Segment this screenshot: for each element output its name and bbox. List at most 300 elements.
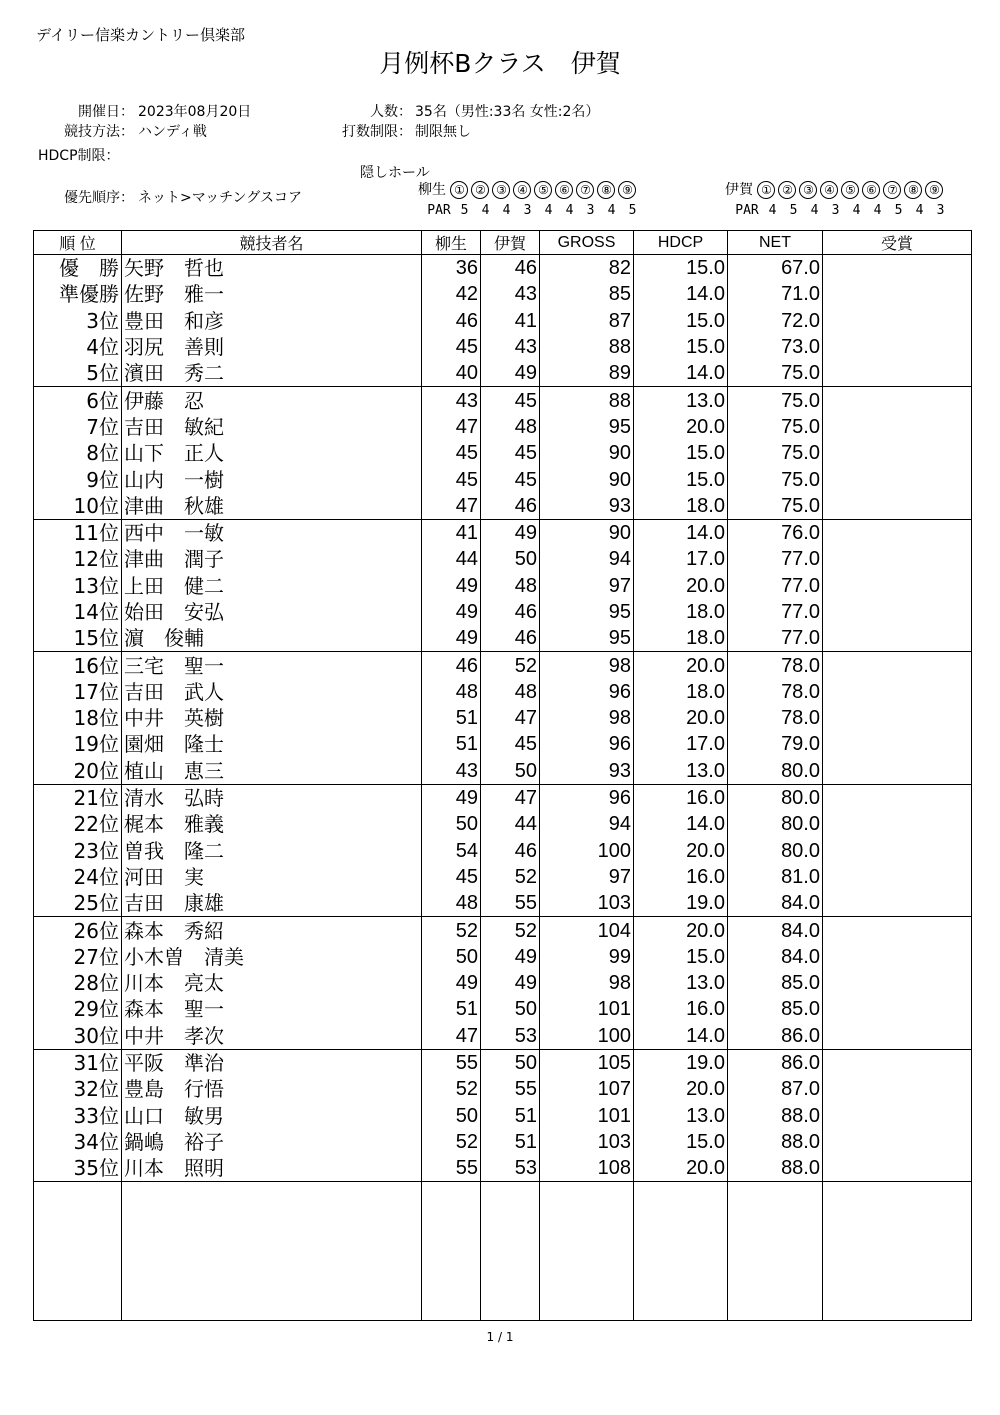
priority-label: 優先順序：: [64, 190, 134, 206]
course-yagyu-holes: [418, 179, 639, 199]
net-cell: 87.0: [728, 1076, 823, 1102]
hdcp-cell: 14.0: [634, 281, 728, 307]
net-cell: 67.0: [728, 255, 823, 282]
hdcp-cell: 20.0: [634, 414, 728, 440]
table-row: [34, 1049, 972, 1076]
count-label: 人数：: [370, 104, 412, 120]
hdcp-cell: 15.0: [634, 334, 728, 360]
rank-cell: 19位: [34, 731, 122, 757]
award-cell: [823, 466, 972, 492]
yagyu-score-cell: 47: [422, 1023, 481, 1050]
gross-cell: 97: [540, 573, 634, 599]
hdcp-cell: 15.0: [634, 1129, 728, 1155]
hidden-hole-label: 隠しホール: [360, 165, 430, 181]
table-row: [34, 281, 972, 307]
hole-badge: ⑥: [862, 181, 880, 199]
hdcp-cell: 15.0: [634, 466, 728, 492]
hole-badge: ④: [513, 181, 531, 199]
yagyu-score-cell: 46: [422, 652, 481, 679]
iga-score-cell: 55: [481, 890, 540, 917]
net-cell: 84.0: [728, 917, 823, 944]
rank-cell: 13位: [34, 573, 122, 599]
award-cell: [823, 811, 972, 837]
rank-cell: 24位: [34, 864, 122, 890]
hdcp-cell: 13.0: [634, 758, 728, 785]
rank-cell: 25位: [34, 890, 122, 917]
yagyu-score-cell: 49: [422, 599, 481, 625]
net-cell: 75.0: [728, 360, 823, 387]
hdcp-cell: 15.0: [634, 308, 728, 334]
yagyu-score-cell: 48: [422, 679, 481, 705]
table-row: [34, 308, 972, 334]
empty-cell: [634, 1182, 728, 1321]
yagyu-score-cell: 47: [422, 414, 481, 440]
net-cell: 75.0: [728, 387, 823, 414]
yagyu-score-cell: 44: [422, 546, 481, 572]
player-name-cell: 川本 亮太: [122, 970, 422, 996]
iga-score-cell: 45: [481, 466, 540, 492]
rank-cell: 17位: [34, 679, 122, 705]
gross-cell: 98: [540, 705, 634, 731]
hdcp-cell: 18.0: [634, 599, 728, 625]
hdcp-cell: 14.0: [634, 360, 728, 387]
net-cell: 84.0: [728, 890, 823, 917]
award-cell: [823, 308, 972, 334]
net-cell: 78.0: [728, 679, 823, 705]
hdcp-cell: 20.0: [634, 1155, 728, 1182]
award-cell: [823, 864, 972, 890]
hole-badge: ④: [820, 181, 838, 199]
player-name-cell: 西中 一敏: [122, 519, 422, 546]
gross-cell: 103: [540, 890, 634, 917]
table-row: [34, 255, 972, 282]
yagyu-score-cell: 52: [422, 917, 481, 944]
table-row: [34, 1129, 972, 1155]
yagyu-score-cell: 52: [422, 1076, 481, 1102]
gross-cell: 96: [540, 731, 634, 757]
stroke-limit-label: 打数制限：: [342, 124, 412, 140]
hole-badge: ①: [757, 181, 775, 199]
iga-score-cell: 49: [481, 519, 540, 546]
rank-cell: 33位: [34, 1103, 122, 1129]
yagyu-score-cell: 52: [422, 1129, 481, 1155]
col-iga-header: 伊賀: [481, 231, 540, 255]
hole-badge: ③: [492, 181, 510, 199]
net-cell: 73.0: [728, 334, 823, 360]
yagyu-score-cell: 45: [422, 864, 481, 890]
hole-badge: ⑨: [925, 181, 943, 199]
iga-score-cell: 46: [481, 493, 540, 520]
net-cell: 77.0: [728, 599, 823, 625]
net-cell: 85.0: [728, 996, 823, 1022]
gross-cell: 98: [540, 652, 634, 679]
gross-cell: 101: [540, 1103, 634, 1129]
yagyu-score-cell: 51: [422, 731, 481, 757]
table-row: [34, 1076, 972, 1102]
rank-cell: 15位: [34, 625, 122, 652]
gross-cell: 98: [540, 970, 634, 996]
player-name-cell: 曽我 隆二: [122, 838, 422, 864]
par-value: 4: [915, 203, 924, 218]
yagyu-score-cell: 55: [422, 1049, 481, 1076]
yagyu-score-cell: 55: [422, 1155, 481, 1182]
player-name-cell: 吉田 武人: [122, 679, 422, 705]
award-cell: [823, 1103, 972, 1129]
iga-score-cell: 52: [481, 652, 540, 679]
player-name-cell: 鍋嶋 裕子: [122, 1129, 422, 1155]
award-cell: [823, 705, 972, 731]
player-name-cell: 河田 実: [122, 864, 422, 890]
iga-score-cell: 50: [481, 758, 540, 785]
col-award-header: 受賞: [823, 231, 972, 255]
yagyu-score-cell: 49: [422, 784, 481, 811]
table-row: [34, 970, 972, 996]
rank-cell: 準優勝: [34, 281, 122, 307]
hdcp-cell: 18.0: [634, 625, 728, 652]
page-title: 月例杯Bクラス 伊賀: [379, 49, 621, 78]
gross-cell: 104: [540, 917, 634, 944]
net-cell: 80.0: [728, 784, 823, 811]
gross-cell: 85: [540, 281, 634, 307]
net-cell: 88.0: [728, 1103, 823, 1129]
net-cell: 75.0: [728, 440, 823, 466]
par-value: 4: [852, 203, 861, 218]
table-row: [34, 811, 972, 837]
player-name-cell: 園畑 隆士: [122, 731, 422, 757]
empty-cell: [422, 1182, 481, 1321]
par-value: 4: [481, 203, 490, 218]
yagyu-score-cell: 43: [422, 758, 481, 785]
player-name-cell: 三宅 聖一: [122, 652, 422, 679]
iga-score-cell: 50: [481, 546, 540, 572]
par-label: PAR: [735, 203, 759, 218]
iga-score-cell: 46: [481, 838, 540, 864]
hdcp-cell: 14.0: [634, 1023, 728, 1050]
award-cell: [823, 519, 972, 546]
award-cell: [823, 599, 972, 625]
hole-badge: ⑧: [597, 181, 615, 199]
net-cell: 78.0: [728, 705, 823, 731]
hdcp-cell: 17.0: [634, 546, 728, 572]
yagyu-score-cell: 51: [422, 705, 481, 731]
date-value: 2023年08月20日: [138, 104, 252, 120]
gross-cell: 82: [540, 255, 634, 282]
yagyu-score-cell: 46: [422, 308, 481, 334]
method-label: 競技方法：: [64, 124, 134, 140]
table-row: [34, 944, 972, 970]
iga-score-cell: 49: [481, 944, 540, 970]
award-cell: [823, 414, 972, 440]
col-net-header: NET: [728, 231, 823, 255]
table-row: [34, 546, 972, 572]
table-row: [34, 784, 972, 811]
rank-cell: 35位: [34, 1155, 122, 1182]
player-name-cell: 山内 一樹: [122, 466, 422, 492]
iga-score-cell: 47: [481, 784, 540, 811]
hdcp-cell: 16.0: [634, 996, 728, 1022]
rank-cell: 7位: [34, 414, 122, 440]
yagyu-score-cell: 47: [422, 493, 481, 520]
player-name-cell: 清水 弘時: [122, 784, 422, 811]
rank-cell: 10位: [34, 493, 122, 520]
player-name-cell: 津曲 秋雄: [122, 493, 422, 520]
iga-score-cell: 46: [481, 599, 540, 625]
award-cell: [823, 1023, 972, 1050]
table-row: [34, 705, 972, 731]
rank-cell: 29位: [34, 996, 122, 1022]
yagyu-score-cell: 45: [422, 466, 481, 492]
empty-cell: [481, 1182, 540, 1321]
award-cell: [823, 996, 972, 1022]
gross-cell: 90: [540, 519, 634, 546]
award-cell: [823, 493, 972, 520]
rank-cell: 23位: [34, 838, 122, 864]
table-row: [34, 625, 972, 652]
gross-cell: 97: [540, 864, 634, 890]
rank-cell: 34位: [34, 1129, 122, 1155]
yagyu-score-cell: 54: [422, 838, 481, 864]
award-cell: [823, 1129, 972, 1155]
player-name-cell: 山口 敏男: [122, 1103, 422, 1129]
table-row: [34, 652, 972, 679]
net-cell: 79.0: [728, 731, 823, 757]
hdcp-cell: 14.0: [634, 519, 728, 546]
results-table: [33, 230, 972, 1321]
hdcp-cell: 15.0: [634, 944, 728, 970]
iga-score-cell: 46: [481, 625, 540, 652]
award-cell: [823, 917, 972, 944]
gross-cell: 88: [540, 334, 634, 360]
table-row: [34, 573, 972, 599]
iga-score-cell: 43: [481, 281, 540, 307]
rank-cell: 14位: [34, 599, 122, 625]
gross-cell: 108: [540, 1155, 634, 1182]
hdcp-cell: 16.0: [634, 784, 728, 811]
player-name-cell: 始田 安弘: [122, 599, 422, 625]
table-header-row: [34, 231, 972, 255]
iga-score-cell: 55: [481, 1076, 540, 1102]
table-row: [34, 864, 972, 890]
hdcp-cell: 20.0: [634, 573, 728, 599]
rank-cell: 31位: [34, 1049, 122, 1076]
par-value: 3: [831, 203, 840, 218]
par-value: 5: [628, 203, 637, 218]
net-cell: 80.0: [728, 811, 823, 837]
hole-badge: ⑤: [534, 181, 552, 199]
rank-cell: 11位: [34, 519, 122, 546]
gross-cell: 90: [540, 466, 634, 492]
award-cell: [823, 281, 972, 307]
award-cell: [823, 890, 972, 917]
player-name-cell: 平阪 準治: [122, 1049, 422, 1076]
net-cell: 77.0: [728, 625, 823, 652]
rank-cell: 22位: [34, 811, 122, 837]
date-label: 開催日：: [78, 104, 134, 120]
iga-score-cell: 44: [481, 811, 540, 837]
rank-cell: 26位: [34, 917, 122, 944]
table-row: [34, 440, 972, 466]
iga-score-cell: 51: [481, 1103, 540, 1129]
player-name-cell: 森本 聖一: [122, 996, 422, 1022]
iga-score-cell: 46: [481, 255, 540, 282]
net-cell: 75.0: [728, 466, 823, 492]
hdcp-cell: 20.0: [634, 838, 728, 864]
iga-score-cell: 53: [481, 1023, 540, 1050]
gross-cell: 107: [540, 1076, 634, 1102]
net-cell: 85.0: [728, 970, 823, 996]
hdcp-cell: 13.0: [634, 387, 728, 414]
gross-cell: 93: [540, 493, 634, 520]
method-value: ハンディ戦: [138, 124, 207, 140]
award-cell: [823, 360, 972, 387]
gross-cell: 103: [540, 1129, 634, 1155]
col-rank-header: 順 位: [34, 231, 122, 255]
net-cell: 72.0: [728, 308, 823, 334]
gross-cell: 101: [540, 996, 634, 1022]
hdcp-cell: 20.0: [634, 1076, 728, 1102]
award-cell: [823, 546, 972, 572]
rank-cell: 16位: [34, 652, 122, 679]
net-cell: 81.0: [728, 864, 823, 890]
course-name: 伊賀: [725, 182, 753, 198]
player-name-cell: 森本 秀紹: [122, 917, 422, 944]
hole-badge: ⑨: [618, 181, 636, 199]
yagyu-score-cell: 50: [422, 944, 481, 970]
award-cell: [823, 944, 972, 970]
player-name-cell: 羽尻 善則: [122, 334, 422, 360]
hdcp-limit-label: HDCP制限：: [38, 148, 120, 164]
gross-cell: 90: [540, 440, 634, 466]
iga-score-cell: 43: [481, 334, 540, 360]
hdcp-cell: 19.0: [634, 1049, 728, 1076]
gross-cell: 96: [540, 784, 634, 811]
net-cell: 76.0: [728, 519, 823, 546]
net-cell: 86.0: [728, 1049, 823, 1076]
hdcp-cell: 13.0: [634, 970, 728, 996]
net-cell: 71.0: [728, 281, 823, 307]
net-cell: 88.0: [728, 1155, 823, 1182]
iga-score-cell: 52: [481, 917, 540, 944]
hole-badge: ③: [799, 181, 817, 199]
hdcp-cell: 18.0: [634, 679, 728, 705]
hdcp-cell: 20.0: [634, 917, 728, 944]
hdcp-cell: 13.0: [634, 1103, 728, 1129]
table-row: [34, 1155, 972, 1182]
par-value: 4: [607, 203, 616, 218]
player-name-cell: 伊藤 忍: [122, 387, 422, 414]
player-name-cell: 川本 照明: [122, 1155, 422, 1182]
net-cell: 86.0: [728, 1023, 823, 1050]
hdcp-cell: 15.0: [634, 255, 728, 282]
table-row: [34, 466, 972, 492]
iga-score-cell: 45: [481, 731, 540, 757]
yagyu-score-cell: 48: [422, 890, 481, 917]
award-cell: [823, 1155, 972, 1182]
award-cell: [823, 784, 972, 811]
table-row: [34, 917, 972, 944]
rank-cell: 6位: [34, 387, 122, 414]
rank-cell: 21位: [34, 784, 122, 811]
iga-score-cell: 41: [481, 308, 540, 334]
hole-badge: ②: [778, 181, 796, 199]
table-row: [34, 838, 972, 864]
yagyu-score-cell: 50: [422, 1103, 481, 1129]
gross-cell: 95: [540, 599, 634, 625]
rank-cell: 18位: [34, 705, 122, 731]
empty-row: [34, 1182, 972, 1321]
table-row: [34, 519, 972, 546]
yagyu-score-cell: 51: [422, 996, 481, 1022]
yagyu-score-cell: 45: [422, 334, 481, 360]
net-cell: 78.0: [728, 652, 823, 679]
gross-cell: 105: [540, 1049, 634, 1076]
hdcp-cell: 20.0: [634, 705, 728, 731]
yagyu-score-cell: 49: [422, 573, 481, 599]
award-cell: [823, 625, 972, 652]
table-row: [34, 414, 972, 440]
player-name-cell: 津曲 潤子: [122, 546, 422, 572]
iga-score-cell: 50: [481, 996, 540, 1022]
rank-cell: 優 勝: [34, 255, 122, 282]
net-cell: 80.0: [728, 838, 823, 864]
iga-score-cell: 52: [481, 864, 540, 890]
table-row: [34, 758, 972, 785]
net-cell: 88.0: [728, 1129, 823, 1155]
player-name-cell: 山下 正人: [122, 440, 422, 466]
rank-cell: 20位: [34, 758, 122, 785]
course-yagyu-par: [424, 199, 643, 218]
table-row: [34, 1103, 972, 1129]
iga-score-cell: 51: [481, 1129, 540, 1155]
net-cell: 84.0: [728, 944, 823, 970]
table-row: [34, 387, 972, 414]
col-name-header: 競技者名: [122, 231, 422, 255]
hdcp-cell: 20.0: [634, 652, 728, 679]
iga-score-cell: 48: [481, 679, 540, 705]
gross-cell: 99: [540, 944, 634, 970]
yagyu-score-cell: 49: [422, 970, 481, 996]
award-cell: [823, 758, 972, 785]
award-cell: [823, 1049, 972, 1076]
table-row: [34, 731, 972, 757]
yagyu-score-cell: 50: [422, 811, 481, 837]
player-name-cell: 矢野 哲也: [122, 255, 422, 282]
net-cell: 77.0: [728, 546, 823, 572]
empty-cell: [823, 1182, 972, 1321]
hole-badge: ⑤: [841, 181, 859, 199]
net-cell: 75.0: [728, 414, 823, 440]
table-row: [34, 1023, 972, 1050]
hole-badge: ⑥: [555, 181, 573, 199]
par-value: 4: [810, 203, 819, 218]
hdcp-cell: 16.0: [634, 864, 728, 890]
yagyu-score-cell: 42: [422, 281, 481, 307]
par-value: 3: [586, 203, 595, 218]
table-row: [34, 890, 972, 917]
player-name-cell: 梶本 雅義: [122, 811, 422, 837]
net-cell: 75.0: [728, 493, 823, 520]
player-name-cell: 濵 俊輔: [122, 625, 422, 652]
hole-badge: ⑧: [904, 181, 922, 199]
par-value: 4: [502, 203, 511, 218]
player-name-cell: 豊島 行悟: [122, 1076, 422, 1102]
stroke-limit-value: 制限無し: [415, 124, 471, 140]
table-row: [34, 679, 972, 705]
empty-cell: [34, 1182, 122, 1321]
rank-cell: 28位: [34, 970, 122, 996]
award-cell: [823, 838, 972, 864]
player-name-cell: 植山 恵三: [122, 758, 422, 785]
